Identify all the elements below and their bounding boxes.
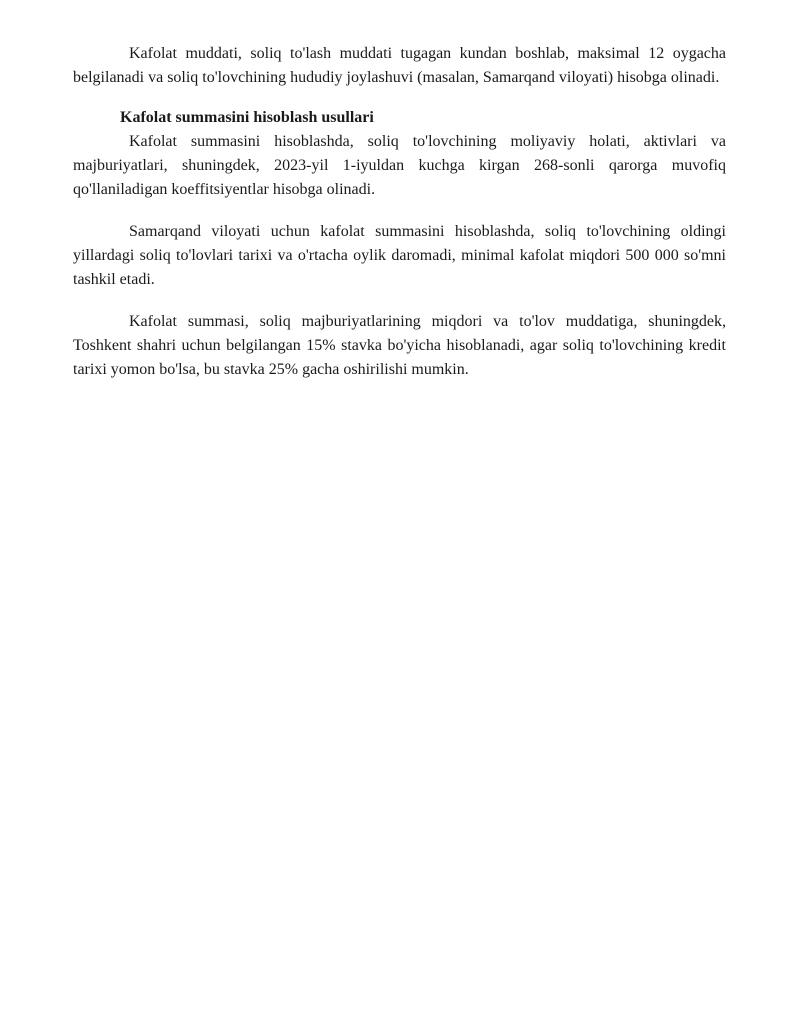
section-heading: Kafolat summasini hisoblash usullari xyxy=(120,109,374,126)
paragraph-samarkand-minimum: Samarqand viloyati uchun kafolat summasini hisoblashda, soliq to'lovchining oldingi yillardagi soliq to'lovlari tarixi va o'rtacha oylik daromadi, minimal kafolat miqdori 500 000 so'mni tashkil etadi. xyxy=(73,223,726,288)
paragraph-tashkent-rate: Kafolat summasi, soliq majburiyatlarining miqdori va to'lov muddatiga, shuningdek, Toshkent shahri uchun belgilangan 15% stavka bo'yicha hisoblanadi, agar soliq to'lovchining kredit tarixi yomon bo'lsa, bu stavka 25% gacha oshirilishi mumkin. xyxy=(73,313,726,378)
paragraph-calculation-factors: Kafolat summasini hisoblashda, soliq to'lovchining moliyaviy holati, aktivlari va majburiyatlari, shuningdek, 2023-yil 1-iyuldan kuchga kirgan 268-sonli qarorga muvofiq qo'llaniladigan koeffitsiyentlar hisobga olinadi. xyxy=(73,133,726,198)
document-body xyxy=(73,42,726,382)
paragraph-guarantee-period: Kafolat muddati, soliq to'lash muddati tugagan kundan boshlab, maksimal 12 oygacha belgilanadi va soliq to'lovchining hududiy joylashuvi (masalan, Samarqand viloyati) hisobga olinadi. xyxy=(73,45,726,86)
